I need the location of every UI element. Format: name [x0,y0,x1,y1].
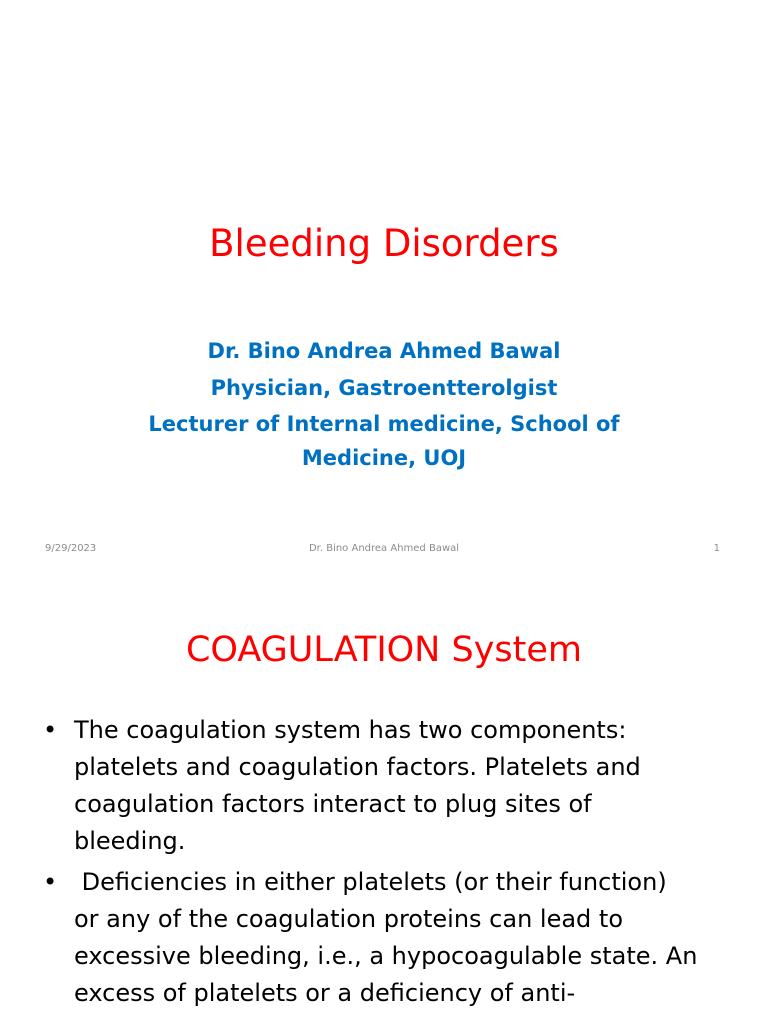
slide-2 [0,600,768,1024]
bullet-item [40,864,730,1012]
bullet-list [40,712,730,1016]
bullet-icon: • [43,868,58,896]
bullet-line: excess of platelets or a deficiency of anti- [74,979,576,1007]
slide-title: COAGULATION System [185,630,583,670]
bullet-line: The coagulation system has two components: [74,716,627,744]
slide-title: Bleeding Disorders [209,222,559,265]
bullet-line: excessive bleeding, i.e., a hypocoagulable state. An [74,942,698,970]
bullet-line: bleeding. [74,827,186,855]
footer-date: 9/29/2023 [45,543,97,554]
bullet-line: or any of the coagulation proteins can lead to [74,905,623,933]
footer-author: Dr. Bino Andrea Ahmed Bawal [308,543,460,554]
presenter-info [140,333,628,475]
bullet-line: Deficiencies in either platelets (or their function) [74,868,667,896]
presenter-name: Dr. Bino Andrea Ahmed Bawal [207,339,561,363]
bullet-icon: • [43,716,58,744]
bullet-item [40,712,730,860]
bullet-line: coagulation factors interact to plug sites of [74,790,592,818]
presenter-position-line-2: Medicine, UOJ [301,446,467,470]
presenter-position-line-1: Lecturer of Internal medicine, School of [148,412,620,436]
presenter-role: Physician, Gastroentterolgist [210,376,558,400]
footer-page-number: 1 [713,543,720,554]
bullet-line: platelets and coagulation factors. Platelets and [74,753,641,781]
